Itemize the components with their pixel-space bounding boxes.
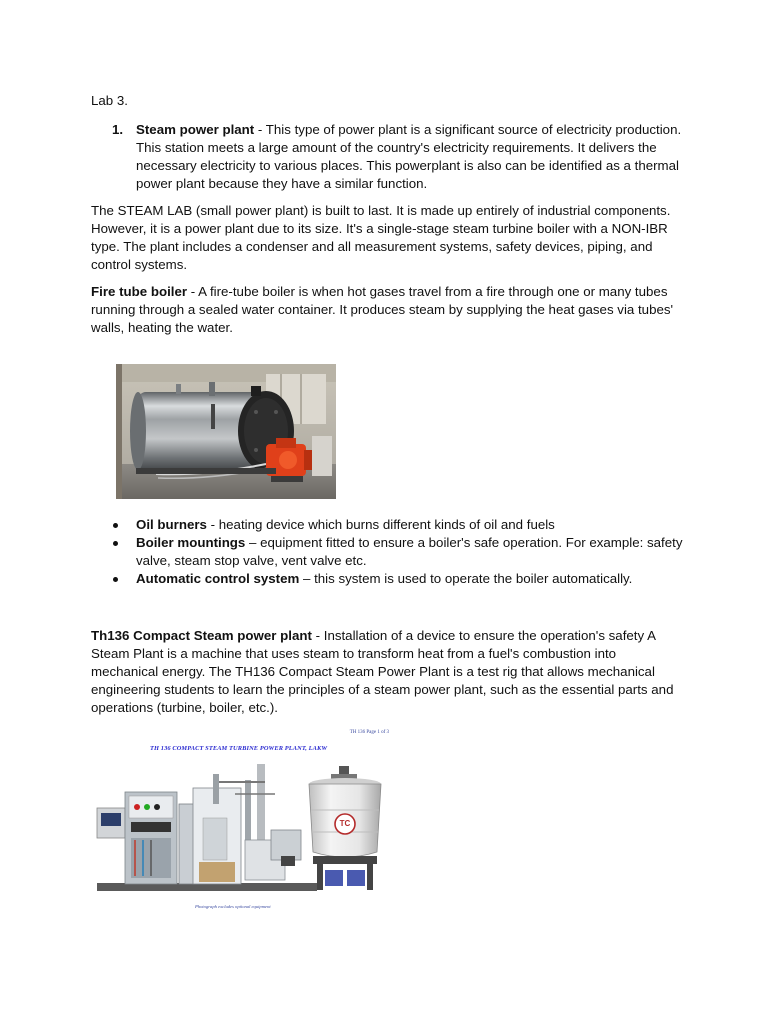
bullet-text: – this system is used to operate the boiler automatically. [299, 571, 633, 586]
bullet-term: Automatic control system [136, 571, 300, 586]
th136-paragraph [91, 627, 686, 717]
fire-tube-boiler-photo [116, 364, 336, 499]
list-item [91, 516, 686, 534]
lab-title: Lab 3. [91, 93, 128, 108]
bullet-term: Oil burners [136, 517, 207, 532]
fire-tube-text: - A fire-tube boiler is when hot gases travel from a fire through one or many tubes running through a sealed water container. It produces steam by supplying the heat gases via tubes' walls, heating the water. [91, 284, 674, 335]
component-list [91, 516, 686, 588]
th136-text: - Installation of a device to ensure the operation's safety A Steam Plant is a machine that uses steam to transform heat from a fuel's combustion into mechanical energy. The TH136 Compact Steam Power Plant is a test rig that allows mechanical engineering students to learn the principles of a steam power plant, such as the essential parts and operations (turbine, boiler, etc.). [91, 628, 674, 715]
steam-lab-paragraph: The STEAM LAB (small power plant) is built to last. It is made up entirely of industrial components. However, it is a power plant due to its size. It's a single-stage steam turbine boiler with a NON-IBR type. The plant includes a condenser and all measurement systems, safety devices, piping, and control systems. [91, 203, 671, 272]
list-number: 1. [112, 122, 124, 137]
bullet-icon [113, 523, 118, 528]
bullet-icon [113, 577, 118, 582]
figure-title: TH 136 COMPACT STEAM TURBINE POWER PLANT, LAKW [150, 745, 328, 752]
figure-caption: Photograph excludes optional equipment [195, 904, 271, 909]
figure-page-label: TH 136 Page 1 of 3 [349, 730, 389, 735]
fire-tube-term: Fire tube boiler [91, 284, 188, 299]
list-item [91, 534, 686, 570]
fire-tube-paragraph [91, 283, 686, 337]
numbered-list [91, 121, 686, 193]
section-text: - This type of power plant is a significant source of electricity production. This station meets a large amount of the country's electricity requirements. It delivers the necessary electricity to various places. This powerplant is also can be identified as a thermal power plant because they have a similar function. [136, 122, 682, 191]
th136-rig-figure [95, 720, 397, 910]
section-term: Steam power plant [136, 122, 255, 137]
th136-term: Th136 Compact Steam power plant [91, 628, 312, 643]
bullet-text: – equipment fitted to ensure a boiler's safe operation. For example: safety valve, steam stop valve, vent valve etc. [136, 535, 683, 568]
list-item [91, 121, 686, 193]
list-item [91, 570, 686, 588]
bullet-text: - heating device which burns different kinds of oil and fuels [206, 517, 555, 532]
bullet-term: Boiler mountings [136, 535, 246, 550]
cooling-tower-logo: TC [339, 819, 351, 828]
bullet-icon [113, 541, 118, 546]
